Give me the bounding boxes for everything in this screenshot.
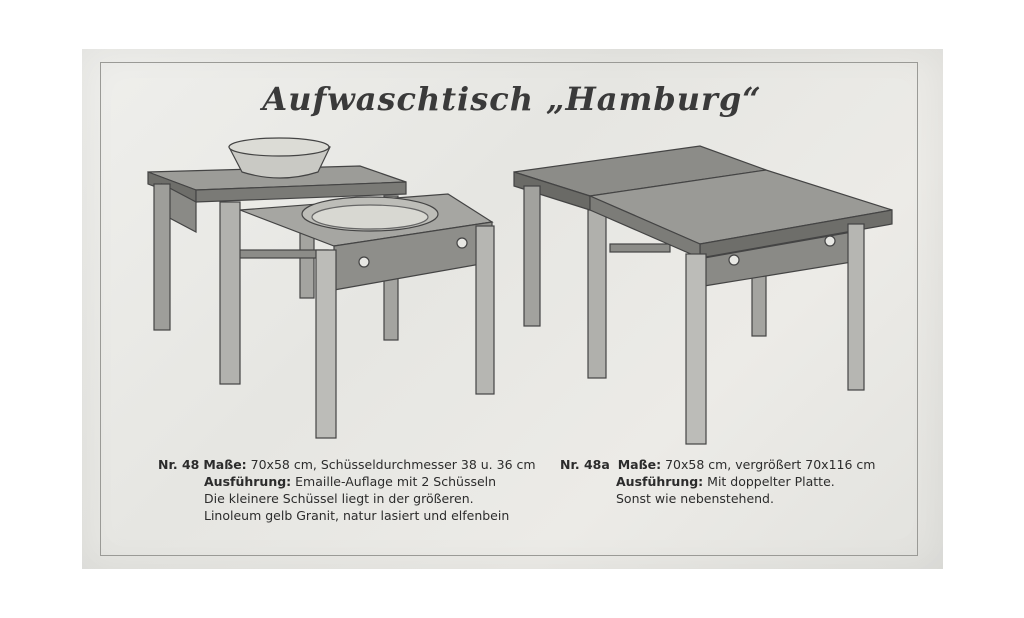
model-number: Nr. 48a	[560, 457, 610, 472]
dims-value: 70x58 cm, Schüsseldurchmesser 38 u. 36 cm	[250, 457, 536, 472]
caption-nr-48a	[560, 456, 875, 507]
dims-label: Maße:	[203, 457, 247, 472]
execution-label: Ausführung:	[616, 474, 704, 489]
caption-nr-48	[158, 456, 536, 524]
caption-nr-48a-dims-line	[560, 456, 875, 473]
caption-nr-48-line-4: Linoleum gelb Granit, natur lasiert und elfenbein	[204, 508, 510, 523]
caption-nr-48a-exec-line	[560, 473, 875, 490]
caption-nr-48-exec-line	[158, 473, 536, 490]
execution-value: Mit doppelter Platte.	[707, 474, 835, 489]
caption-nr-48a-line-3: Sonst wie nebenstehend.	[616, 491, 774, 506]
model-number: Nr. 48	[158, 457, 200, 472]
execution-label: Ausführung:	[204, 474, 292, 489]
page-title: Aufwaschtisch „Hamburg“	[262, 80, 762, 118]
washing-table-nr-48a-illustration	[514, 146, 892, 444]
washing-table-nr-48-illustration	[148, 138, 494, 438]
caption-nr-48-dims-line	[158, 456, 536, 473]
dims-label: Maße:	[617, 457, 662, 472]
dims-value: 70x58 cm, vergrößert 70x116 cm	[665, 457, 876, 472]
caption-nr-48-line-3: Die kleinere Schüssel liegt in der größeren.	[204, 491, 474, 506]
execution-value: Emaille-Auflage mit 2 Schüsseln	[295, 474, 497, 489]
